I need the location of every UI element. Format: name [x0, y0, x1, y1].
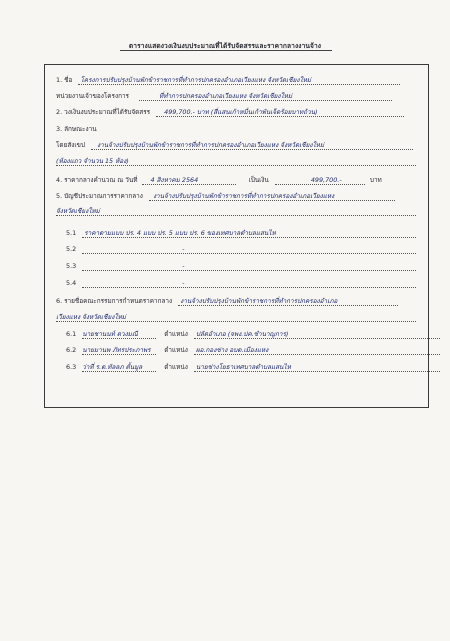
committee-member-3 [66, 363, 440, 372]
item-5b-row [56, 207, 416, 216]
item-6-label: 6. รายชื่อคณะกรรมการกำหนดราคากลาง [56, 297, 173, 305]
item-5-4-label: 5.4 [66, 279, 77, 287]
item-1b-label: หน่วยงานเจ้าของโครงการ [56, 92, 129, 100]
item-2-row [56, 108, 404, 117]
member-1-label: 6.1 [66, 330, 77, 338]
item-4-row [56, 176, 382, 185]
item-6b-row [56, 313, 416, 322]
item-5-value: งานจ้างปรับปรุงบ้านพักข้าราชการที่ทำการปกครองอำเภอเวียงแหง [149, 192, 395, 201]
item-3a-label: โดยสังเขป [56, 141, 85, 149]
item-3a-value: งานจ้างปรับปรุงบ้านพักข้าราชการที่ทำการปกครองอำเภอเวียงแหง จังหวัดเชียงใหม่ [91, 141, 413, 150]
item-5-4-row [66, 279, 416, 288]
committee-member-1 [66, 330, 440, 339]
item-3-label: 3. ลักษณะงาน [56, 125, 97, 133]
member-1-position: ปลัดอำเภอ (จพง.ปค.ชำนาญการ) [194, 330, 440, 339]
item-6-value: งานจ้างปรับปรุงบ้านพักข้าราชการที่ทำการปกครองอำเภอ [178, 297, 398, 306]
member-1-name: นายชานนท์ ดวงมณี [82, 330, 156, 339]
item-6b-value: เวียงแหง จังหวัดเชียงใหม่ [56, 313, 416, 322]
item-5-3-label: 5.3 [66, 262, 77, 270]
item-1-label: 1. ชื่อ [56, 76, 73, 84]
item-5-label: 5. บัญชีประมาณการราคากลาง [56, 192, 143, 200]
item-5-1-row [66, 229, 416, 238]
item-5-1-value: ราคาตามแบบ ปร. 4 แบบ ปร. 5 แบบ ปร. 6 ของเทศบาลตำบลแสนไห [82, 229, 416, 238]
item-3b-row [56, 157, 416, 166]
item-5-row [56, 192, 395, 201]
item-6-row [56, 297, 398, 306]
member-3-position-label: ตำแหน่ง [164, 363, 188, 371]
item-1b-value: ที่ทำการปกครองอำเภอเวียงแหง จังหวัดเชียงใหม่ [139, 92, 392, 101]
title-underline [120, 50, 332, 51]
member-3-position: นายช่างโยธาเทศบาลตำบลแสนไห [194, 363, 440, 372]
item-5b-value: จังหวัดเชียงใหม่ [56, 207, 416, 216]
member-2-label: 6.2 [66, 346, 77, 354]
item-5-1-label: 5.1 [66, 229, 77, 237]
member-2-position: ผอ.กองช่าง อบต.เมืองแหง [194, 346, 440, 355]
member-1-position-label: ตำแหน่ง [164, 330, 188, 338]
item-1-row [56, 76, 400, 85]
item-4-mid: เป็นเงิน [248, 176, 269, 184]
item-5-4-value: - [82, 279, 416, 288]
item-5-2-row [66, 245, 416, 254]
item-5-3-row [66, 262, 416, 271]
item-1b-row [56, 92, 392, 101]
item-3b-value: (ห้องแถว จำนวน 15 ห้อง) [56, 157, 416, 166]
committee-member-2 [66, 346, 440, 355]
page-title: ตารางแสดงวงเงินงบประมาณที่ได้รับจัดสรรและราคากลางงานจ้าง [128, 42, 322, 50]
member-2-name: นายมานพ ภัทรประภาพร [82, 346, 156, 355]
item-5-3-value: - [82, 262, 416, 271]
item-4-unit: บาท [369, 176, 382, 184]
member-3-name: ว่าที่ ร.ต.ทัลลภ ตั้นมูล [82, 363, 156, 372]
item-2-label: 2. วงเงินงบประมาณที่ได้รับจัดสรร [56, 108, 151, 116]
item-2-value: 499,700.- บาท (สี่แสนเก้าหมื่นเก้าพันเจ็ดร้อยบาทถ้วน) [156, 108, 404, 117]
member-3-label: 6.3 [66, 363, 77, 371]
item-1-value: โครงการปรับปรุงบ้านพักข้าราชการที่ทำการปกครองอำเภอเวียงแหง จังหวัดเชียงใหม่ [78, 76, 400, 85]
item-4-amount: 499,700.- [275, 176, 365, 185]
member-2-position-label: ตำแหน่ง [164, 346, 188, 354]
item-3a-row [56, 141, 413, 150]
item-4-date: 4 สิงหาคม 2564 [142, 176, 236, 185]
item-5-2-label: 5.2 [66, 245, 77, 253]
item-5-2-value: - [82, 245, 416, 254]
item-4-label: 4. ราคากลางคำนวณ ณ วันที่ [56, 176, 138, 184]
